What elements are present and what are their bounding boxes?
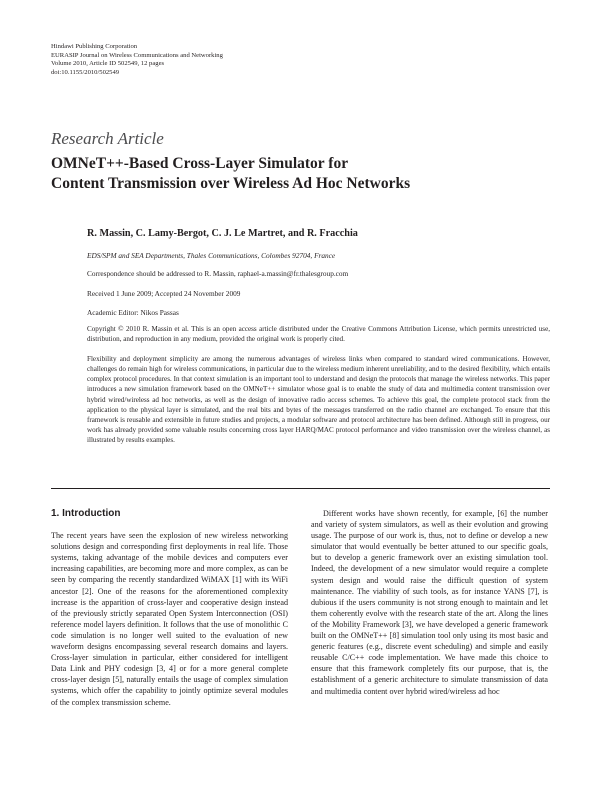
paper-title [51, 154, 410, 194]
article-type: Research Article [51, 129, 164, 148]
affiliation: EDS/SPM and SEA Departments, Thales Communications, Colombes 92704, France [87, 251, 336, 260]
received-dates: Received 1 June 2009; Accepted 24 November 2009 [87, 289, 241, 298]
copyright-notice: Copyright © 2010 R. Massin et al. This is an open access article distributed under the Creative Commons Attribution License, which permits unrestricted use, distribution, and reproduction in any medium, provided the original work is properly cited. [87, 325, 550, 343]
volume-line: Volume 2010, Article ID 502549, 12 pages [51, 60, 165, 68]
journal-header [51, 43, 223, 77]
right-column [311, 508, 548, 697]
left-column [51, 508, 288, 708]
section-heading-introduction: 1. Introduction [51, 508, 121, 519]
intro-paragraph-right: Different works have shown recently, for example, [6] the number and variety of system simulators, as well as their evolution and growing usage. The purpose of our work is, thus, not to define or develop a new simulator that would eventually be better attuned to our specific goals, but to develop a generic framework over an existing simulation tool. Indeed, the development of a new simulator would require a complete system design and would raise the difficult question of system maintenance. The viability of such tools, as for instance YANS [7], is dubious if the users community is not strong enough to maintain and let them coherently evolve with the research state of the art. Along the lines of the Mobility Framework [3], we have developed a generic framework built on the OMNeT++ [8] simulation tool only using its most basic and generic features (e.g., discrete event scheduling) and simple and easily reusable C/C++ code implementation. We have made this choice to ensure that this framework completely fits our purpose, that is, the establishment of a generic architecture to simulate transmission of data and multimedia content over hybrid wired/wireless ad hoc [311, 509, 548, 696]
title-line-1: OMNeT++-Based Cross-Layer Simulator for [51, 155, 349, 172]
correspondence: Correspondence should be addressed to R. Massin, raphael-a.massin@fr.thalesgroup.com [87, 269, 349, 278]
journal-line: EURASIP Journal on Wireless Communications and Networking [51, 51, 223, 59]
author-list: R. Massin, C. Lamy-Bergot, C. J. Le Martret, and R. Fracchia [87, 228, 358, 239]
doi-line: doi:10.1155/2010/502549 [51, 68, 120, 76]
publisher-line: Hindawi Publishing Corporation [51, 43, 138, 50]
intro-paragraph-left: The recent years have seen the explosion of new wireless networking solutions design and corresponding first deployments in real life. Those systems, taking advantage of the mobile devices and computers ever increasing capabilities, are becoming more and more complex, as can be seen by comparing the recently standardized WiMAX [1] with its WiFi ancestor [2]. One of the reasons for the aforementioned complexity increase is the apparition of cross-layer and cooperative design instead of the previously strictly separated Open System Interconnection (OSI) reference model layers definition. It follows that the use of monolithic C code simulation is no longer well suited to the evaluation of new waveform designs encompassing several research domains and layers. Cross-layer simulation in particular, either considered for intelligent Data Link and PHY codesign [3, 4] or for a more general complete cross-layer design [5], naturally entails the usage of complex simulation systems, which offer the capability to jointly optimize several modules of the complex transmission scheme. [51, 531, 288, 707]
section-divider [51, 488, 550, 489]
title-line-2: Content Transmission over Wireless Ad Hoc Networks [51, 175, 411, 192]
abstract: Flexibility and deployment simplicity are among the numerous advantages of wireless links when compared to standard wired communications. However, challenges do remain high for wireless communications, in particular due to the wireless medium inherent unreliability, and to the desired flexibility, which entails complex protocol procedures. In that context simulation is an important tool to understand and design the protocols that manage the wireless networks. This paper introduces a new simulation framework based on the OMNeT++ simulator whose goal is to enable the study of data and multimedia content transmission over hybrid wired/wireless ad hoc networks, as well as the design of innovative radio access schemes. To achieve this goal, the complete protocol stack from the application to the physical layer is simulated, and the real bits and bytes of the messages transferred on the radio channel are exchanged. To ensure that this framework is reusable and extensible in future studies and projects, a modular software and protocol architecture has been defined. Although still in progress, our work has already provided some valuable results concerning cross layer HARQ/MAC protocol performance and video transmission over the wireless channel, as illustrated by results examples. [87, 355, 550, 445]
academic-editor: Academic Editor: Nikos Passas [87, 308, 179, 317]
